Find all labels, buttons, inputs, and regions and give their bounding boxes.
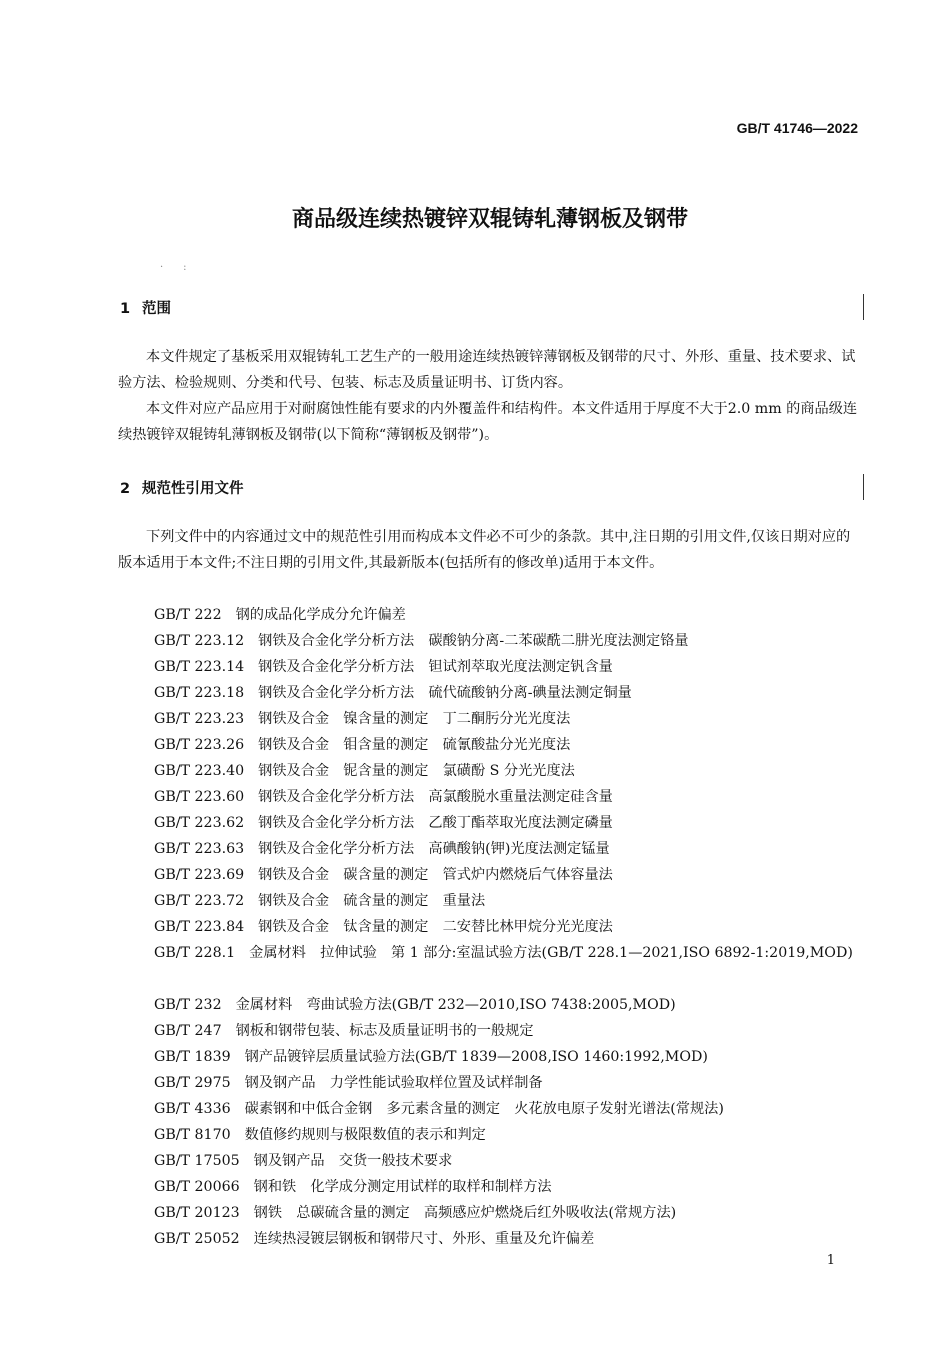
reference-item: GB/T 2975 钢及钢产品 力学性能试验取样位置及试样制备 bbox=[154, 1075, 543, 1091]
reference-item: GB/T 25052 连续热浸镀层钢板和钢带尺寸、外形、重量及允许偏差 bbox=[154, 1231, 595, 1247]
reference-item: GB/T 247 钢板和钢带包装、标志及质量证明书的一般规定 bbox=[154, 1023, 534, 1039]
document-title: 商品级连续热镀锌双辊铸轧薄钢板及钢带 bbox=[291, 207, 688, 232]
standard-number: GB/T 41746—2022 bbox=[736, 120, 858, 136]
change-bar bbox=[863, 294, 864, 320]
section-title: 范围 bbox=[142, 301, 171, 317]
reference-item: GB/T 223.26 钢铁及合金 钼含量的测定 硫氰酸盐分光光度法 bbox=[154, 737, 571, 753]
reference-item: GB/T 20066 钢和铁 化学成分测定用试样的取样和制样方法 bbox=[154, 1179, 552, 1195]
reference-item: GB/T 223.63 钢铁及合金化学分析方法 高碘酸钠(钾)光度法测定锰量 bbox=[154, 841, 610, 857]
section-number: 1 bbox=[120, 301, 131, 317]
reference-item: GB/T 223.40 钢铁及合金 铌含量的测定 氯磺酚 S 分光光度法 bbox=[154, 763, 575, 779]
page-number: 1 bbox=[826, 1253, 835, 1268]
section-2-heading bbox=[120, 477, 244, 498]
reference-item: GB/T 222 钢的成品化学成分允许偏差 bbox=[154, 607, 406, 623]
section-number: 2 bbox=[120, 481, 131, 497]
section-title: 规范性引用文件 bbox=[142, 481, 244, 497]
section-1-paragraph-2: 本文件对应产品应用于对耐腐蚀性能有要求的内外覆盖件和结构件。本文件适用于厚度不大于2.0 mm 的商品级连续热镀锌双辊铸轧薄钢板及钢带(以下简称“薄钢板及钢带”)。 bbox=[118, 401, 858, 443]
reference-item: GB/T 223.14 钢铁及合金化学分析方法 钽试剂萃取光度法测定钒含量 bbox=[154, 659, 613, 675]
reference-item: GB/T 223.69 钢铁及合金 碳含量的测定 管式炉内燃烧后气体容量法 bbox=[154, 867, 613, 883]
reference-item: GB/T 8170 数值修约规则与极限数值的表示和判定 bbox=[154, 1127, 486, 1143]
section-2-paragraph-1: 下列文件中的内容通过文中的规范性引用而构成本文件必不可少的条款。其中,注日期的引用文件,仅该日期对应的版本适用于本文件;不注日期的引用文件,其最新版本(包括所有的修改单)适用于本文件。 bbox=[118, 529, 851, 571]
reference-item: GB/T 4336 碳素钢和中低合金钢 多元素含量的测定 火花放电原子发射光谱法(常规法) bbox=[154, 1101, 724, 1117]
reference-item: GB/T 232 金属材料 弯曲试验方法(GB/T 232—2010,ISO 7438:2005,MOD) bbox=[154, 997, 676, 1013]
reference-item: GB/T 223.18 钢铁及合金化学分析方法 硫代硫酸钠分离-碘量法测定铜量 bbox=[154, 685, 632, 701]
reference-item: GB/T 223.84 钢铁及合金 钛含量的测定 二安替比林甲烷分光光度法 bbox=[154, 919, 613, 935]
reference-item: GB/T 228.1 金属材料 拉伸试验 第 1 部分:室温试验方法(GB/T 228.1—2021,ISO 6892-1:2019,MOD) bbox=[154, 945, 853, 961]
reference-item: GB/T 223.72 钢铁及合金 硫含量的测定 重量法 bbox=[154, 893, 486, 909]
reference-item: GB/T 223.60 钢铁及合金化学分析方法 高氯酸脱水重量法测定硅含量 bbox=[154, 789, 613, 805]
reference-item: GB/T 223.12 钢铁及合金化学分析方法 碳酸钠分离-二苯碳酰二肼光度法测定铬量 bbox=[154, 633, 689, 649]
reference-item: GB/T 20123 钢铁 总碳硫含量的测定 高频感应炉燃烧后红外吸收法(常规方法) bbox=[154, 1205, 677, 1221]
scan-artifact-mark: · : bbox=[160, 262, 187, 273]
reference-item: GB/T 223.23 钢铁及合金 镍含量的测定 丁二酮肟分光光度法 bbox=[154, 711, 571, 727]
change-bar bbox=[863, 474, 864, 500]
reference-item: GB/T 223.62 钢铁及合金化学分析方法 乙酸丁酯萃取光度法测定磷量 bbox=[154, 815, 613, 831]
reference-item: GB/T 1839 钢产品镀锌层质量试验方法(GB/T 1839—2008,ISO 1460:1992,MOD) bbox=[154, 1049, 708, 1065]
section-1-heading bbox=[120, 297, 171, 318]
section-1-paragraph-1: 本文件规定了基板采用双辊铸轧工艺生产的一般用途连续热镀锌薄钢板及钢带的尺寸、外形、重量、技术要求、试验方法、检验规则、分类和代号、包装、标志及质量证明书、订货内容。 bbox=[118, 349, 856, 391]
reference-item: GB/T 17505 钢及钢产品 交货一般技术要求 bbox=[154, 1153, 453, 1169]
